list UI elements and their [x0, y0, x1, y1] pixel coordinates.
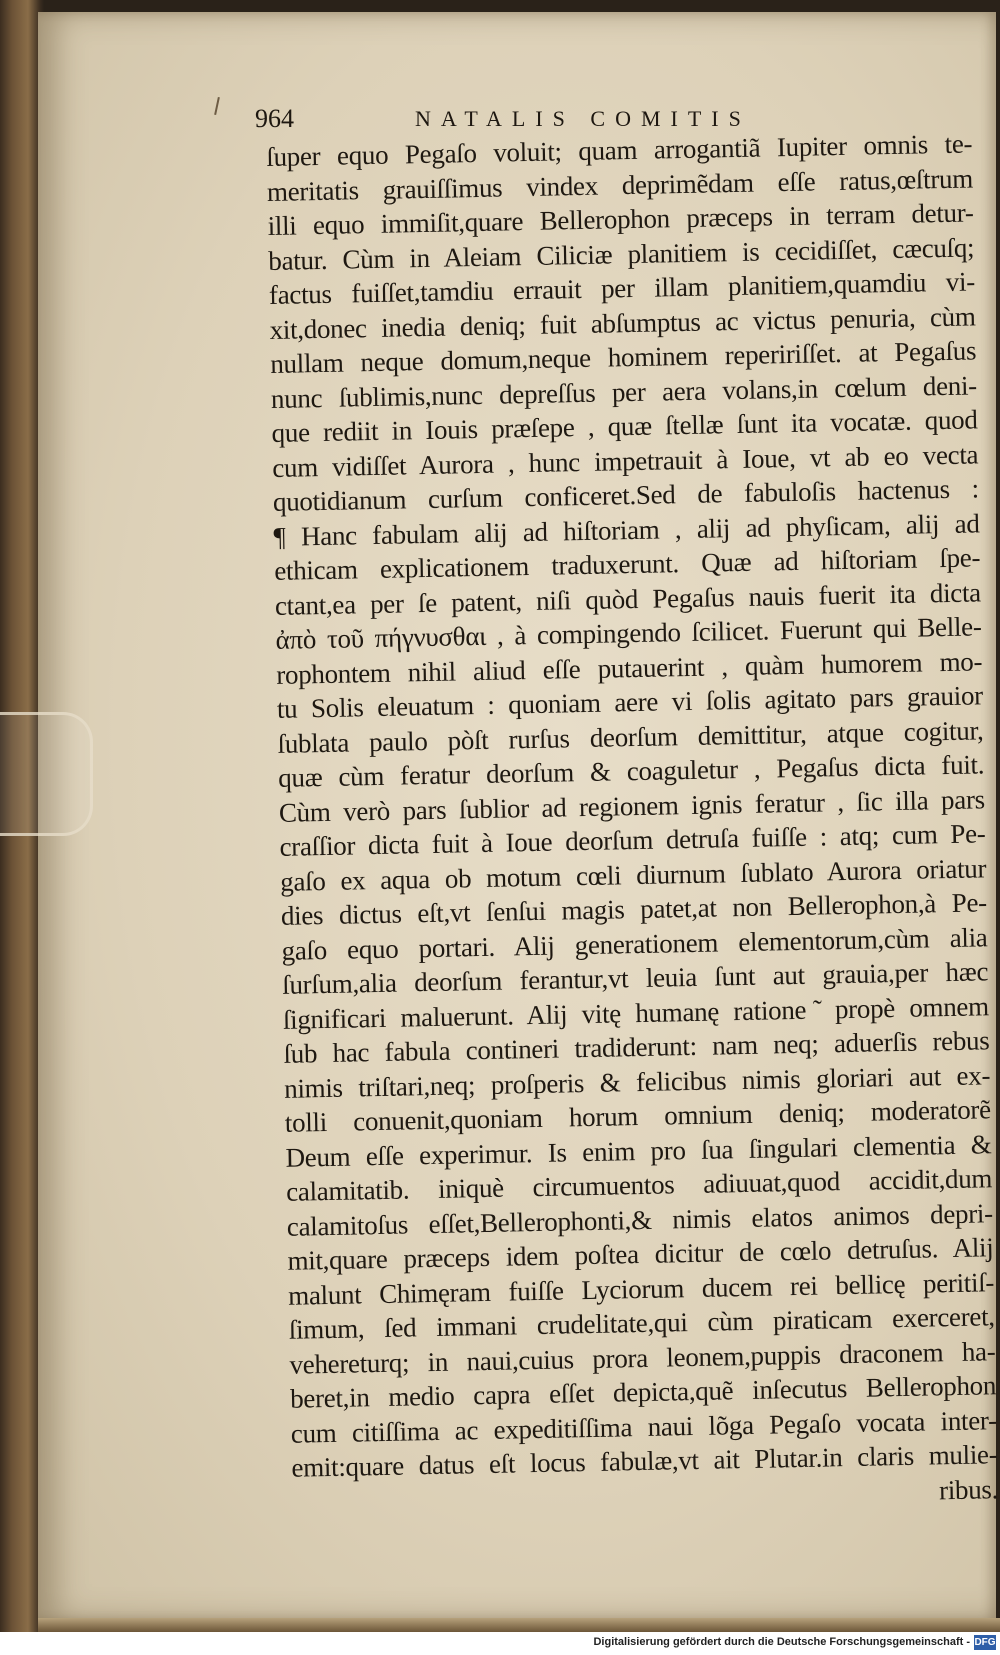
body-text	[266, 126, 998, 1519]
text-line: tu Solis eleuatum : quoniam aere vi ſolis agitato pars grauior	[276, 680, 984, 724]
text-line: nunc ſublimis,nunc depreſſus per aera volans,in cœlum deni-	[270, 369, 978, 414]
text-line: meritatis grauiſſimus vindex deprimẽdam eſſe ratus,œſtrum	[266, 162, 974, 207]
book-bottom-edge	[38, 1618, 1000, 1632]
text-line: ſimum, ſed immani crudelitate,qui cùm piraticam exerceret,	[288, 1301, 996, 1345]
text-line: tolli conuenit,quoniam horum omnium deniq; moderatorẽ	[284, 1094, 992, 1138]
text-line: illi equo immiſit,quare Bellerophon præceps in terram detur-	[267, 197, 974, 241]
text-line: ctant,ea per ſe patent, niſi quòd Pegaſus nauis fuerit ita dicta	[274, 576, 982, 621]
pencil-mark	[214, 97, 220, 115]
text-line: cum citiſſima ac expeditiſſima naui lõga Pegaſo vocata inter-	[290, 1404, 997, 1449]
text-line: ethicam explicationem traduxerunt. Quæ ad hiſtoriam ſpe-	[273, 542, 981, 586]
text-line: ſignificari maluerunt. Alij vitę humanę ratione ̃ propè omnem	[282, 990, 990, 1035]
footer-credit: Digitalisierung gefördert durch die Deutsche Forschungsgemeinschaft -	[593, 1636, 970, 1648]
text-line: ſublata paulo pòſt rurſus deorſum demittitur, atque cogitur,	[277, 714, 984, 759]
text-line: craſſior dicta fuit à Ioue deorſum detruſa fuiſſe : atq; cum Pe-	[279, 818, 986, 862]
text-line: calamitoſus eſſet,Bellerophonti,& nimis elatos animos depri-	[286, 1197, 994, 1242]
text-line: dies dictus eſt,vt ſenſui magis patet,at non Bellerophon,à Pe-	[280, 887, 988, 931]
text-line: calamitatib. iniquè circumuentos adiuuat,quod accidit,dum	[285, 1163, 993, 1207]
text-line: ſuper equo Pegaſo voluit; quam arrogantiã Iupiter omnis te-	[266, 128, 973, 172]
text-line: mit,quare præceps idem poſtea dicitur de cœlo detruſus. Alij	[287, 1232, 994, 1276]
text-line: Deum eſſe experimur. Is enim pro ſua ſingulari clementia &	[285, 1128, 992, 1173]
text-line: malunt Chimęram fuiſſe Lyciorum ducem rei bellicę peritiſ-	[287, 1266, 995, 1311]
text-line: xit,donec inedia deniq; fuit abſumptus ac victus penuria, cùm	[269, 300, 976, 345]
text-line: nullam neque domum,neque hominem repeririſſet. at Pegaſus	[270, 335, 977, 379]
text-line: emit:quare datus eſt locus fabulæ,vt ait Plutar.in claris mulie-	[291, 1439, 998, 1483]
text-line: gaſo equo portari. Alij generationem elementorum,cùm alia	[281, 921, 988, 966]
text-line: nimis triſtari,neq; proſperis & felicibus nimis gloriari aut ex-	[283, 1059, 991, 1104]
dfg-logo: DFG	[974, 1637, 996, 1648]
text-line: ἀπὸ τοῦ πήγνυσθαι , à compingendo ſcilicet. Fuerunt qui Belle-	[275, 611, 982, 655]
text-line: ribus.	[938, 1473, 999, 1505]
page-clip	[0, 712, 93, 836]
text-line: cum vidiſſet Aurora , hunc impetrauit à Ioue, vt ab eo vecta	[271, 438, 979, 483]
text-line: ¶ Hanc fabulam alij ad hiſtoriam , alij ad phyſicam, alij ad	[273, 507, 980, 552]
text-line: ſurſum,alia deorſum ferantur,vt leuia ſunt aut grauia,per hæc	[281, 956, 989, 1000]
running-head: NATALIS COMITIS	[415, 106, 751, 131]
text-line: beret,in medio capra eſſet depicta,quẽ inſecutus Bellerophon	[289, 1370, 997, 1414]
text-line: Cùm verò pars ſublior ad regionem ignis feratur , ſic illa pars	[278, 783, 986, 828]
text-line: que rediit in Iouis præſepe , quæ ſtellæ ſunt ita vocatæ. quod	[271, 404, 978, 448]
text-line: vehereturq; in naui,cuius prora leonem,puppis draconem ha-	[289, 1335, 996, 1380]
text-line: quæ cùm feratur deorſum & coaguletur , Pegaſus dicta fuit.	[277, 749, 985, 793]
text-line: rophontem nihil aliud eſſe putauerint , quàm humorem mo-	[275, 645, 983, 690]
footer-bar	[0, 1632, 1000, 1655]
text-line: ſub hac fabula contineri tradiderunt: nam neq; aduerſis rebus	[283, 1025, 990, 1069]
page-number: 964	[255, 104, 294, 133]
text-line: factus fuiſſet,tamdiu errauit per illam planitiem,quamdiu vi-	[268, 266, 976, 310]
text-line: quotidianum curſum conficeret.Sed de fabuloſis hactenus :	[272, 473, 980, 517]
text-line: gaſo ex aqua ob motum cœli diurnum ſublato Aurora oriatur	[279, 852, 987, 897]
text-line: batur. Cùm in Aleiam Ciliciæ planitiem is cecidiſſet, cæcuſq;	[268, 231, 975, 276]
